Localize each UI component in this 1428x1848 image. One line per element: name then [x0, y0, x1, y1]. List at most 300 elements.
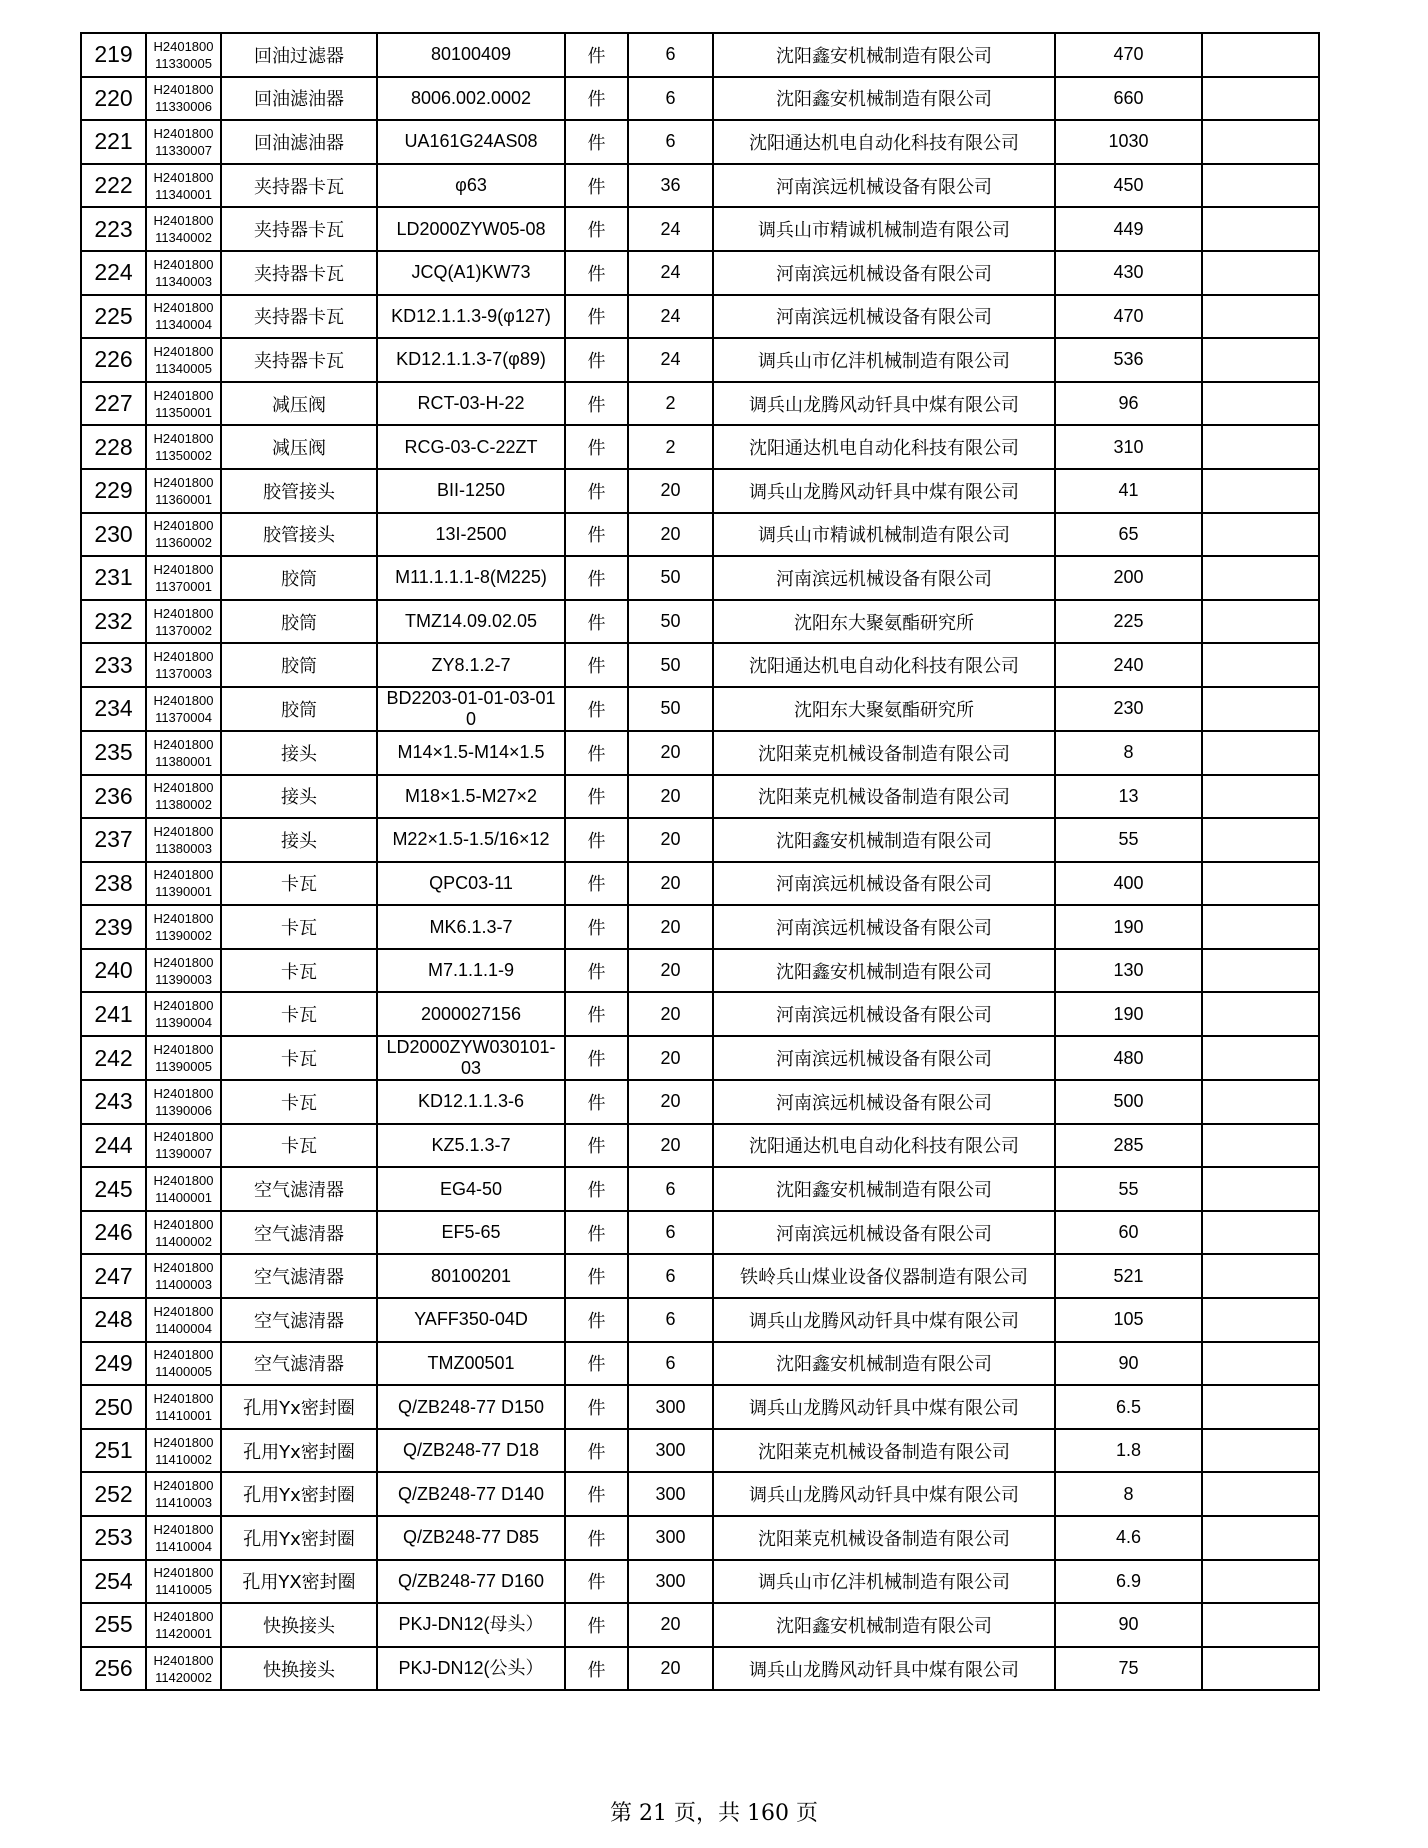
material-name-cell: 孔用Yx密封圈 — [221, 1516, 377, 1560]
remark-cell — [1202, 1385, 1319, 1429]
unit-cell: 件 — [565, 949, 628, 993]
unit-price-cell: 90 — [1055, 1342, 1202, 1386]
model-spec-cell: 8006.002.0002 — [377, 77, 565, 121]
unit-price-cell: 449 — [1055, 207, 1202, 251]
unit-price-cell: 470 — [1055, 295, 1202, 339]
unit-price-cell: 521 — [1055, 1254, 1202, 1298]
supplier-name-cell: 调兵山市精诚机械制造有限公司 — [713, 207, 1055, 251]
model-spec-cell: 2000027156 — [377, 992, 565, 1036]
table-row — [81, 775, 1319, 819]
supplier-name-cell: 沈阳莱克机械设备制造有限公司 — [713, 1516, 1055, 1560]
unit-price-cell: 90 — [1055, 1603, 1202, 1647]
row-number-cell: 239 — [81, 905, 146, 949]
quantity-cell: 50 — [628, 643, 713, 687]
supplier-name-cell: 河南滨远机械设备有限公司 — [713, 164, 1055, 208]
unit-cell: 件 — [565, 1385, 628, 1429]
quantity-cell: 20 — [628, 1603, 713, 1647]
material-code-cell: H2401800 11390005 — [146, 1036, 221, 1080]
unit-price-cell: 450 — [1055, 164, 1202, 208]
unit-cell: 件 — [565, 164, 628, 208]
model-spec-cell: ZY8.1.2-7 — [377, 643, 565, 687]
row-number-cell: 222 — [81, 164, 146, 208]
quantity-cell: 20 — [628, 862, 713, 906]
row-number-cell: 227 — [81, 382, 146, 426]
supplier-name-cell: 沈阳通达机电自动化科技有限公司 — [713, 1124, 1055, 1168]
material-name-cell: 接头 — [221, 818, 377, 862]
model-spec-cell: LD2000ZYW030101-03 — [377, 1036, 565, 1080]
table-body — [81, 33, 1319, 1690]
page-number: 第 21 页，共 160 页 — [610, 1801, 818, 1826]
supplier-name-cell: 河南滨远机械设备有限公司 — [713, 556, 1055, 600]
quantity-cell: 20 — [628, 905, 713, 949]
unit-cell: 件 — [565, 1603, 628, 1647]
table-row — [81, 1124, 1319, 1168]
unit-cell: 件 — [565, 905, 628, 949]
unit-cell: 件 — [565, 1036, 628, 1080]
table-row — [81, 1516, 1319, 1560]
material-code-cell: H2401800 11330006 — [146, 77, 221, 121]
unit-price-cell: 4.6 — [1055, 1516, 1202, 1560]
material-code-cell: H2401800 11380001 — [146, 731, 221, 775]
procurement-table — [80, 32, 1320, 1691]
unit-price-cell: 75 — [1055, 1647, 1202, 1691]
material-name-cell: 卡瓦 — [221, 1124, 377, 1168]
model-spec-cell: 80100409 — [377, 33, 565, 77]
material-name-cell: 胶管接头 — [221, 469, 377, 513]
row-number-cell: 226 — [81, 338, 146, 382]
table-row — [81, 251, 1319, 295]
remark-cell — [1202, 77, 1319, 121]
model-spec-cell: LD2000ZYW05-08 — [377, 207, 565, 251]
table-row — [81, 207, 1319, 251]
model-spec-cell: PKJ-DN12(公头） — [377, 1647, 565, 1691]
row-number-cell: 225 — [81, 295, 146, 339]
supplier-name-cell: 调兵山市亿沣机械制造有限公司 — [713, 1560, 1055, 1604]
remark-cell — [1202, 33, 1319, 77]
unit-price-cell: 65 — [1055, 513, 1202, 557]
remark-cell — [1202, 1516, 1319, 1560]
remark-cell — [1202, 775, 1319, 819]
unit-price-cell: 500 — [1055, 1080, 1202, 1124]
row-number-cell: 237 — [81, 818, 146, 862]
quantity-cell: 20 — [628, 775, 713, 819]
supplier-name-cell: 调兵山龙腾风动钎具中煤有限公司 — [713, 1298, 1055, 1342]
table-row — [81, 120, 1319, 164]
material-name-cell: 卡瓦 — [221, 949, 377, 993]
material-code-cell: H2401800 11340001 — [146, 164, 221, 208]
remark-cell — [1202, 1603, 1319, 1647]
material-code-cell: H2401800 11410003 — [146, 1472, 221, 1516]
table-row — [81, 77, 1319, 121]
material-name-cell: 快换接头 — [221, 1647, 377, 1691]
material-code-cell: H2401800 11370004 — [146, 687, 221, 731]
supplier-name-cell: 沈阳鑫安机械制造有限公司 — [713, 1342, 1055, 1386]
supplier-name-cell: 河南滨远机械设备有限公司 — [713, 905, 1055, 949]
unit-cell: 件 — [565, 1516, 628, 1560]
model-spec-cell: KD12.1.1.3-7(φ89) — [377, 338, 565, 382]
model-spec-cell: Q/ZB248-77 D150 — [377, 1385, 565, 1429]
material-name-cell: 胶筒 — [221, 556, 377, 600]
model-spec-cell: M11.1.1.1-8(M225) — [377, 556, 565, 600]
unit-cell: 件 — [565, 77, 628, 121]
material-code-cell: H2401800 11370002 — [146, 600, 221, 644]
table-row — [81, 1647, 1319, 1691]
quantity-cell: 6 — [628, 33, 713, 77]
model-spec-cell: BD2203-01-01-03-010 — [377, 687, 565, 731]
material-name-cell: 夹持器卡瓦 — [221, 207, 377, 251]
row-number-cell: 253 — [81, 1516, 146, 1560]
table-row — [81, 33, 1319, 77]
table-row — [81, 949, 1319, 993]
supplier-name-cell: 调兵山龙腾风动钎具中煤有限公司 — [713, 382, 1055, 426]
supplier-name-cell: 调兵山龙腾风动钎具中煤有限公司 — [713, 1472, 1055, 1516]
material-name-cell: 回油滤油器 — [221, 77, 377, 121]
quantity-cell: 20 — [628, 513, 713, 557]
material-name-cell: 快换接头 — [221, 1603, 377, 1647]
model-spec-cell: M14×1.5-M14×1.5 — [377, 731, 565, 775]
material-code-cell: H2401800 11350001 — [146, 382, 221, 426]
remark-cell — [1202, 164, 1319, 208]
supplier-name-cell: 沈阳莱克机械设备制造有限公司 — [713, 731, 1055, 775]
material-name-cell: 胶管接头 — [221, 513, 377, 557]
material-name-cell: 接头 — [221, 731, 377, 775]
model-spec-cell: TMZ00501 — [377, 1342, 565, 1386]
unit-cell: 件 — [565, 33, 628, 77]
material-name-cell: 卡瓦 — [221, 1036, 377, 1080]
model-spec-cell: MK6.1.3-7 — [377, 905, 565, 949]
table-row — [81, 687, 1319, 731]
model-spec-cell: M18×1.5-M27×2 — [377, 775, 565, 819]
model-spec-cell: RCG-03-C-22ZT — [377, 425, 565, 469]
quantity-cell: 300 — [628, 1385, 713, 1429]
remark-cell — [1202, 513, 1319, 557]
quantity-cell: 6 — [628, 1254, 713, 1298]
unit-price-cell: 190 — [1055, 905, 1202, 949]
material-code-cell: H2401800 11330007 — [146, 120, 221, 164]
row-number-cell: 219 — [81, 33, 146, 77]
material-code-cell: H2401800 11390004 — [146, 992, 221, 1036]
supplier-name-cell: 沈阳通达机电自动化科技有限公司 — [713, 425, 1055, 469]
material-name-cell: 回油过滤器 — [221, 33, 377, 77]
material-name-cell: 卡瓦 — [221, 862, 377, 906]
unit-price-cell: 190 — [1055, 992, 1202, 1036]
supplier-name-cell: 沈阳通达机电自动化科技有限公司 — [713, 643, 1055, 687]
unit-cell: 件 — [565, 207, 628, 251]
unit-price-cell: 130 — [1055, 949, 1202, 993]
remark-cell — [1202, 1036, 1319, 1080]
quantity-cell: 20 — [628, 469, 713, 513]
supplier-name-cell: 调兵山市亿沣机械制造有限公司 — [713, 338, 1055, 382]
supplier-name-cell: 调兵山市精诚机械制造有限公司 — [713, 513, 1055, 557]
model-spec-cell: EF5-65 — [377, 1211, 565, 1255]
unit-cell: 件 — [565, 1647, 628, 1691]
supplier-name-cell: 沈阳鑫安机械制造有限公司 — [713, 1603, 1055, 1647]
unit-cell: 件 — [565, 469, 628, 513]
quantity-cell: 24 — [628, 251, 713, 295]
supplier-name-cell: 沈阳东大聚氨酯研究所 — [713, 600, 1055, 644]
model-spec-cell: TMZ14.09.02.05 — [377, 600, 565, 644]
unit-price-cell: 60 — [1055, 1211, 1202, 1255]
table-row — [81, 862, 1319, 906]
material-code-cell: H2401800 11340003 — [146, 251, 221, 295]
table-row — [81, 643, 1319, 687]
quantity-cell: 20 — [628, 1647, 713, 1691]
material-code-cell: H2401800 11370001 — [146, 556, 221, 600]
material-code-cell: H2401800 11400003 — [146, 1254, 221, 1298]
table-row — [81, 731, 1319, 775]
model-spec-cell: JCQ(A1)KW73 — [377, 251, 565, 295]
quantity-cell: 300 — [628, 1429, 713, 1473]
row-number-cell: 247 — [81, 1254, 146, 1298]
table-row — [81, 1342, 1319, 1386]
unit-price-cell: 230 — [1055, 687, 1202, 731]
supplier-name-cell: 沈阳通达机电自动化科技有限公司 — [713, 120, 1055, 164]
unit-price-cell: 285 — [1055, 1124, 1202, 1168]
unit-price-cell: 200 — [1055, 556, 1202, 600]
table-row — [81, 1429, 1319, 1473]
remark-cell — [1202, 1211, 1319, 1255]
unit-cell: 件 — [565, 120, 628, 164]
material-code-cell: H2401800 11360001 — [146, 469, 221, 513]
material-name-cell: 减压阀 — [221, 425, 377, 469]
remark-cell — [1202, 818, 1319, 862]
supplier-name-cell: 沈阳鑫安机械制造有限公司 — [713, 818, 1055, 862]
remark-cell — [1202, 1124, 1319, 1168]
material-code-cell: H2401800 11350002 — [146, 425, 221, 469]
table-row — [81, 905, 1319, 949]
supplier-name-cell: 沈阳鑫安机械制造有限公司 — [713, 949, 1055, 993]
unit-price-cell: 105 — [1055, 1298, 1202, 1342]
remark-cell — [1202, 1254, 1319, 1298]
unit-cell: 件 — [565, 251, 628, 295]
quantity-cell: 24 — [628, 295, 713, 339]
unit-price-cell: 41 — [1055, 469, 1202, 513]
material-code-cell: H2401800 11330005 — [146, 33, 221, 77]
table-row — [81, 1211, 1319, 1255]
model-spec-cell: Q/ZB248-77 D160 — [377, 1560, 565, 1604]
material-name-cell: 夹持器卡瓦 — [221, 338, 377, 382]
material-name-cell: 胶筒 — [221, 687, 377, 731]
remark-cell — [1202, 207, 1319, 251]
row-number-cell: 231 — [81, 556, 146, 600]
table-row — [81, 1167, 1319, 1211]
quantity-cell: 2 — [628, 425, 713, 469]
remark-cell — [1202, 338, 1319, 382]
table-row — [81, 1298, 1319, 1342]
row-number-cell: 229 — [81, 469, 146, 513]
material-name-cell: 胶筒 — [221, 643, 377, 687]
row-number-cell: 236 — [81, 775, 146, 819]
model-spec-cell: 13I-2500 — [377, 513, 565, 557]
quantity-cell: 20 — [628, 731, 713, 775]
table-row — [81, 382, 1319, 426]
table-row — [81, 992, 1319, 1036]
remark-cell — [1202, 1342, 1319, 1386]
material-name-cell: 卡瓦 — [221, 992, 377, 1036]
quantity-cell: 50 — [628, 600, 713, 644]
row-number-cell: 240 — [81, 949, 146, 993]
material-name-cell: 空气滤清器 — [221, 1254, 377, 1298]
unit-cell: 件 — [565, 1254, 628, 1298]
quantity-cell: 6 — [628, 1211, 713, 1255]
model-spec-cell: PKJ-DN12(母头） — [377, 1603, 565, 1647]
quantity-cell: 6 — [628, 1342, 713, 1386]
remark-cell — [1202, 1298, 1319, 1342]
unit-cell: 件 — [565, 425, 628, 469]
table-row — [81, 513, 1319, 557]
remark-cell — [1202, 1647, 1319, 1691]
material-name-cell: 空气滤清器 — [221, 1298, 377, 1342]
unit-price-cell: 430 — [1055, 251, 1202, 295]
row-number-cell: 234 — [81, 687, 146, 731]
remark-cell — [1202, 731, 1319, 775]
unit-price-cell: 96 — [1055, 382, 1202, 426]
supplier-name-cell: 沈阳鑫安机械制造有限公司 — [713, 77, 1055, 121]
remark-cell — [1202, 862, 1319, 906]
material-name-cell: 卡瓦 — [221, 905, 377, 949]
row-number-cell: 243 — [81, 1080, 146, 1124]
material-code-cell: H2401800 11340005 — [146, 338, 221, 382]
table-row — [81, 1385, 1319, 1429]
unit-cell: 件 — [565, 1342, 628, 1386]
model-spec-cell: Q/ZB248-77 D85 — [377, 1516, 565, 1560]
row-number-cell: 223 — [81, 207, 146, 251]
material-code-cell: H2401800 11390007 — [146, 1124, 221, 1168]
material-name-cell: 空气滤清器 — [221, 1167, 377, 1211]
row-number-cell: 255 — [81, 1603, 146, 1647]
remark-cell — [1202, 382, 1319, 426]
material-code-cell: H2401800 11390003 — [146, 949, 221, 993]
remark-cell — [1202, 1167, 1319, 1211]
supplier-name-cell: 沈阳莱克机械设备制造有限公司 — [713, 1429, 1055, 1473]
unit-price-cell: 225 — [1055, 600, 1202, 644]
material-code-cell: H2401800 11390001 — [146, 862, 221, 906]
material-name-cell: 孔用Yx密封圈 — [221, 1472, 377, 1516]
material-name-cell: 胶筒 — [221, 600, 377, 644]
quantity-cell: 20 — [628, 818, 713, 862]
supplier-name-cell: 河南滨远机械设备有限公司 — [713, 1211, 1055, 1255]
quantity-cell: 20 — [628, 1124, 713, 1168]
unit-price-cell: 470 — [1055, 33, 1202, 77]
unit-price-cell: 480 — [1055, 1036, 1202, 1080]
material-code-cell: H2401800 11390002 — [146, 905, 221, 949]
supplier-name-cell: 河南滨远机械设备有限公司 — [713, 1080, 1055, 1124]
material-code-cell: H2401800 11380002 — [146, 775, 221, 819]
table-row — [81, 295, 1319, 339]
row-number-cell: 250 — [81, 1385, 146, 1429]
model-spec-cell: KZ5.1.3-7 — [377, 1124, 565, 1168]
material-code-cell: H2401800 11400004 — [146, 1298, 221, 1342]
table-row — [81, 1603, 1319, 1647]
remark-cell — [1202, 295, 1319, 339]
model-spec-cell: BII-1250 — [377, 469, 565, 513]
row-number-cell: 249 — [81, 1342, 146, 1386]
unit-cell: 件 — [565, 1560, 628, 1604]
remark-cell — [1202, 1560, 1319, 1604]
model-spec-cell: QPC03-11 — [377, 862, 565, 906]
table-row — [81, 818, 1319, 862]
row-number-cell: 220 — [81, 77, 146, 121]
model-spec-cell: KD12.1.1.3-9(φ127) — [377, 295, 565, 339]
table-row — [81, 338, 1319, 382]
row-number-cell: 242 — [81, 1036, 146, 1080]
material-code-cell: H2401800 11380003 — [146, 818, 221, 862]
row-number-cell: 233 — [81, 643, 146, 687]
material-code-cell: H2401800 11420002 — [146, 1647, 221, 1691]
row-number-cell: 235 — [81, 731, 146, 775]
unit-cell: 件 — [565, 1429, 628, 1473]
unit-price-cell: 6.9 — [1055, 1560, 1202, 1604]
quantity-cell: 24 — [628, 338, 713, 382]
table-row — [81, 556, 1319, 600]
quantity-cell: 300 — [628, 1516, 713, 1560]
quantity-cell: 24 — [628, 207, 713, 251]
material-code-cell: H2401800 11410002 — [146, 1429, 221, 1473]
row-number-cell: 244 — [81, 1124, 146, 1168]
row-number-cell: 251 — [81, 1429, 146, 1473]
remark-cell — [1202, 469, 1319, 513]
unit-cell: 件 — [565, 1472, 628, 1516]
table-row — [81, 164, 1319, 208]
remark-cell — [1202, 600, 1319, 644]
quantity-cell: 6 — [628, 1298, 713, 1342]
material-code-cell: H2401800 11420001 — [146, 1603, 221, 1647]
unit-cell: 件 — [565, 338, 628, 382]
quantity-cell: 50 — [628, 556, 713, 600]
material-name-cell: 空气滤清器 — [221, 1342, 377, 1386]
row-number-cell: 238 — [81, 862, 146, 906]
model-spec-cell: RCT-03-H-22 — [377, 382, 565, 426]
material-code-cell: H2401800 11410005 — [146, 1560, 221, 1604]
unit-price-cell: 6.5 — [1055, 1385, 1202, 1429]
material-name-cell: 空气滤清器 — [221, 1211, 377, 1255]
model-spec-cell: EG4-50 — [377, 1167, 565, 1211]
quantity-cell: 2 — [628, 382, 713, 426]
material-code-cell: H2401800 11400001 — [146, 1167, 221, 1211]
material-name-cell: 孔用Yx密封圈 — [221, 1385, 377, 1429]
table-row — [81, 1472, 1319, 1516]
row-number-cell: 248 — [81, 1298, 146, 1342]
material-code-cell: H2401800 11390006 — [146, 1080, 221, 1124]
row-number-cell: 230 — [81, 513, 146, 557]
remark-cell — [1202, 992, 1319, 1036]
quantity-cell: 50 — [628, 687, 713, 731]
quantity-cell: 20 — [628, 992, 713, 1036]
material-code-cell: H2401800 11400002 — [146, 1211, 221, 1255]
unit-cell: 件 — [565, 1298, 628, 1342]
table-row — [81, 469, 1319, 513]
unit-price-cell: 240 — [1055, 643, 1202, 687]
supplier-name-cell: 铁岭兵山煤业设备仪器制造有限公司 — [713, 1254, 1055, 1298]
supplier-name-cell: 沈阳鑫安机械制造有限公司 — [713, 1167, 1055, 1211]
unit-price-cell: 13 — [1055, 775, 1202, 819]
model-spec-cell: M7.1.1.1-9 — [377, 949, 565, 993]
material-name-cell: 卡瓦 — [221, 1080, 377, 1124]
table-row — [81, 1254, 1319, 1298]
material-name-cell: 夹持器卡瓦 — [221, 295, 377, 339]
unit-cell: 件 — [565, 1167, 628, 1211]
supplier-name-cell: 调兵山龙腾风动钎具中煤有限公司 — [713, 469, 1055, 513]
material-name-cell: 孔用YX密封圈 — [221, 1560, 377, 1604]
table-row — [81, 1036, 1319, 1080]
row-number-cell: 228 — [81, 425, 146, 469]
row-number-cell: 221 — [81, 120, 146, 164]
unit-cell: 件 — [565, 775, 628, 819]
remark-cell — [1202, 1472, 1319, 1516]
model-spec-cell: Q/ZB248-77 D140 — [377, 1472, 565, 1516]
remark-cell — [1202, 1080, 1319, 1124]
material-name-cell: 减压阀 — [221, 382, 377, 426]
